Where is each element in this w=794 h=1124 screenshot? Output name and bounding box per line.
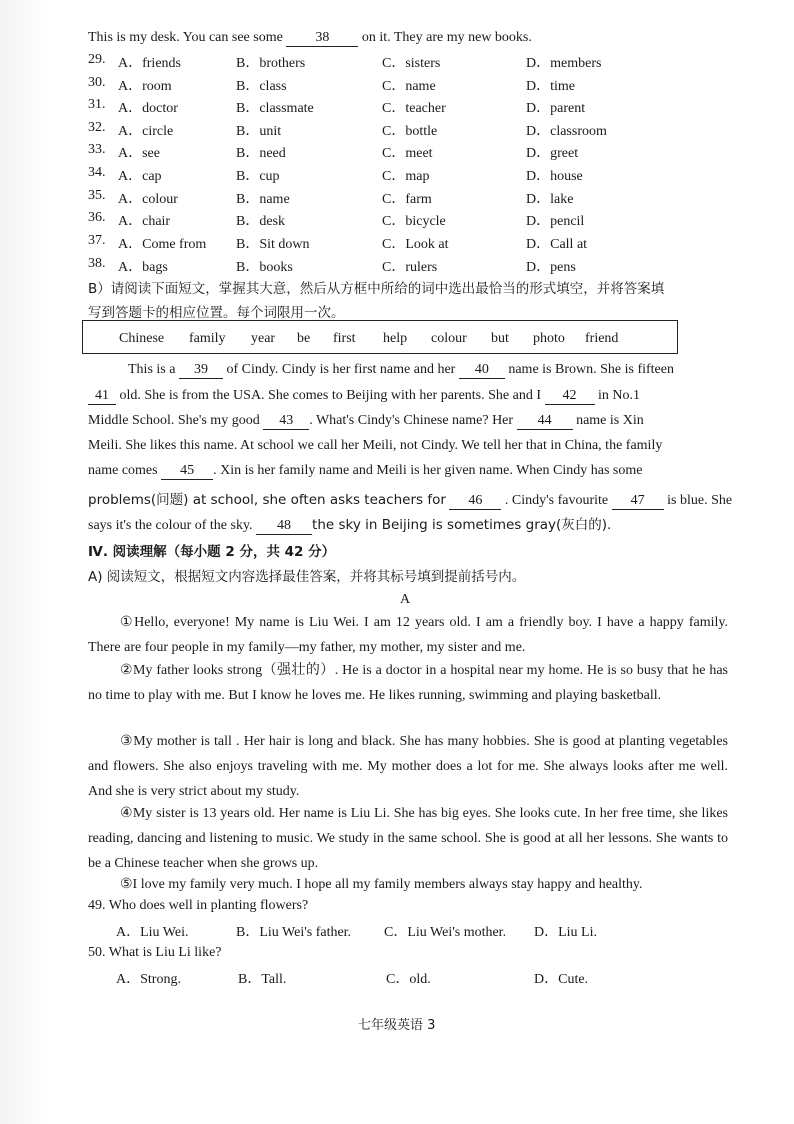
option-d: D．Liu Li. — [534, 925, 597, 940]
word-chinese: Chinese — [119, 331, 165, 346]
question-number: 38. — [88, 256, 106, 271]
option-b: B．need — [236, 146, 286, 161]
blank-43: 43 — [263, 413, 309, 430]
question-number: 33. — [88, 142, 106, 157]
option-b: B．Tall. — [238, 972, 287, 987]
option-a: A．chair — [118, 214, 171, 229]
question-number: 35. — [88, 188, 106, 203]
blank-46: 46 — [449, 493, 501, 510]
option-row-30 — [88, 75, 728, 95]
option-c: C．map — [382, 169, 430, 184]
cloze-line-3 — [88, 413, 644, 430]
blank-41: 41 — [88, 388, 116, 405]
option-b: B．brothers — [236, 56, 306, 71]
option-d: D．Cute. — [534, 972, 589, 987]
section-b-instruction-2: 写到答题卡的相应位置。每个词限用一次。 — [88, 305, 345, 321]
blank-42: 42 — [545, 388, 595, 405]
cloze-text: in No.1 — [598, 388, 640, 403]
option-d: D．house — [526, 169, 583, 184]
section-iv-title: Ⅳ. 阅读理解（每小题 2 分，共 42 分） — [88, 544, 336, 560]
section-b-instruction-1: B）请阅读下面短文，掌握其大意，然后从方框中所给的词中选出最恰当的形式填空，并将答案填 — [88, 281, 665, 297]
cloze-line-4: Meili. She likes this name. At school we call her Meili, not Cindy. We tell her that in China, the family — [88, 438, 663, 453]
option-a: A．cap — [118, 169, 162, 184]
option-row-34 — [88, 165, 728, 185]
cloze-line-1 — [128, 362, 674, 379]
option-b: B．desk — [236, 214, 285, 229]
blank-38: 38 — [286, 30, 358, 47]
passage-paragraph-3: ③My mother is tall . Her hair is long and black. She has many hobbies. She is good at planting vegetables and flowers. She also enjoys traveling with me. My mother does a lot for me. She always looks after me well. And she is very strict about my study. — [88, 734, 728, 799]
cloze-line-7 — [88, 513, 611, 535]
cloze-text: is blue. She — [667, 493, 733, 508]
option-row-37 — [88, 233, 728, 253]
cloze-text: . Cindy's favourite — [504, 493, 609, 508]
option-c: C．bottle — [382, 124, 438, 139]
option-a: A．Strong. — [116, 972, 181, 987]
question-50-options — [116, 968, 756, 988]
option-c: C．Look at — [382, 237, 449, 252]
option-row-29 — [88, 52, 728, 72]
option-row-38 — [88, 256, 728, 276]
word-but: but — [491, 331, 509, 346]
question-number: 32. — [88, 120, 106, 135]
option-c: C．meet — [382, 146, 433, 161]
passage-paragraph-4: ④My sister is 13 years old. Her name is Liu Li. She has big eyes. She looks cute. In her free time, she likes reading, dancing and listening to music. We study in the same school. She is good at all her lessons. She wants to be a Chinese teacher when she grows up. — [88, 806, 728, 871]
cloze-text: of Cindy. Cindy is her first name and her — [226, 362, 456, 377]
word-help: help — [383, 331, 408, 346]
blank-48: 48 — [256, 518, 312, 535]
intro-text: This is my desk. You can see some — [88, 30, 283, 45]
word-be: be — [297, 331, 311, 346]
passage-paragraph-5: ⑤I love my family very much. I hope all my family members always stay happy and healthy. — [120, 877, 643, 892]
option-c: C．sisters — [382, 56, 441, 71]
section-iv-instruction: A) 阅读短文，根据短文内容选择最佳答案，并将其标号填到提前括号内。 — [88, 569, 526, 585]
cloze-text: name is Brown. She is fifteen — [508, 362, 674, 377]
intro-line — [88, 30, 532, 47]
option-c: C．name — [382, 79, 436, 94]
option-c: C．rulers — [382, 260, 438, 275]
word-family: family — [189, 331, 226, 346]
cloze-line-5 — [88, 463, 642, 480]
option-d: D．pencil — [526, 214, 585, 229]
option-a: A．circle — [118, 124, 174, 139]
cloze-text: . What's Cindy's Chinese name? Her — [309, 413, 514, 428]
question-number: 37. — [88, 233, 106, 248]
option-d: D．Call at — [526, 237, 588, 252]
word-year: year — [251, 331, 276, 346]
option-c: C．bicycle — [382, 214, 446, 229]
option-a: A．doctor — [118, 101, 178, 116]
question-49-options — [116, 921, 756, 941]
question-number: 30. — [88, 75, 106, 90]
option-d: D．lake — [526, 192, 574, 207]
word-photo: photo — [533, 331, 565, 346]
cloze-text: . Xin is her family name and Meili is her given name. When Cindy has some — [213, 463, 643, 478]
blank-40: 40 — [459, 362, 505, 379]
option-a: A．room — [118, 79, 172, 94]
passage-label: A — [400, 592, 411, 607]
page-footer: 七年级英语 3 — [358, 1018, 436, 1033]
option-d: D．classroom — [526, 124, 607, 139]
scan-edge — [0, 0, 50, 1124]
blank-45: 45 — [161, 463, 213, 480]
option-c: C．teacher — [382, 101, 446, 116]
word-colour: colour — [431, 331, 467, 346]
cloze-line-6 — [88, 488, 732, 510]
option-a: A．friends — [118, 56, 181, 71]
option-b: B．class — [236, 79, 287, 94]
question-number: 34. — [88, 165, 106, 180]
question-50: 50. What is Liu Li like? — [88, 945, 222, 960]
question-number: 36. — [88, 210, 106, 225]
cloze-text: This is a — [128, 362, 176, 377]
option-b: B．books — [236, 260, 293, 275]
option-c: C．old. — [386, 972, 431, 987]
option-d: D．members — [526, 56, 602, 71]
option-b: B．cup — [236, 169, 280, 184]
option-row-32 — [88, 120, 728, 140]
cloze-line-2 — [88, 388, 640, 405]
option-d: D．pens — [526, 260, 576, 275]
blank-47: 47 — [612, 493, 664, 510]
cloze-text: name is Xin — [576, 413, 644, 428]
option-b: B．classmate — [236, 101, 314, 116]
option-a: A．Liu Wei. — [116, 925, 189, 940]
option-b: B．unit — [236, 124, 282, 139]
cloze-text: problems(问题) at school, she often asks teachers for — [88, 492, 446, 508]
option-a: A．see — [118, 146, 160, 161]
option-row-36 — [88, 210, 728, 230]
option-c: C．farm — [382, 192, 432, 207]
intro-text-after: on it. They are my new books. — [361, 30, 532, 45]
option-a: A．bags — [118, 260, 168, 275]
option-row-35 — [88, 188, 728, 208]
cloze-text: says it's the colour of the sky. — [88, 518, 253, 533]
question-number: 31. — [88, 97, 106, 112]
option-b: B．Sit down — [236, 237, 310, 252]
cloze-text: old. She is from the USA. She comes to Beijing with her parents. She and I — [119, 388, 541, 403]
option-row-31 — [88, 97, 728, 117]
option-c: C．Liu Wei's mother. — [384, 925, 507, 940]
cloze-text: name comes — [88, 463, 158, 478]
blank-44: 44 — [517, 413, 573, 430]
word-box — [82, 320, 678, 354]
option-b: B．name — [236, 192, 290, 207]
option-d: D．greet — [526, 146, 579, 161]
question-number: 29. — [88, 52, 106, 67]
passage-paragraph-2: ②My father looks strong（强壮的）. He is a doctor in a hospital near my home. He is so busy that he has no time to play with me. But I know he loves me. He likes running, swimming and playing basketball. — [88, 663, 728, 703]
cloze-text: the sky in Beijing is sometimes gray(灰白的). — [312, 517, 612, 533]
option-a: A．colour — [118, 192, 178, 207]
option-d: D．time — [526, 79, 575, 94]
question-49: 49. Who does well in planting flowers? — [88, 898, 309, 913]
option-b: B．Liu Wei's father. — [236, 925, 352, 940]
word-first: first — [333, 331, 356, 346]
option-row-33 — [88, 142, 728, 162]
cloze-text: Middle School. She's my good — [88, 413, 260, 428]
option-d: D．parent — [526, 101, 586, 116]
option-a: A．Come from — [118, 237, 207, 252]
word-friend: friend — [585, 331, 619, 346]
passage-paragraph-1: ①Hello, everyone! My name is Liu Wei. I am 12 years old. I am a friendly boy. I have a happy family. There are four people in my family—my father, my mother, my sister and me. — [88, 615, 728, 655]
blank-39: 39 — [179, 362, 223, 379]
